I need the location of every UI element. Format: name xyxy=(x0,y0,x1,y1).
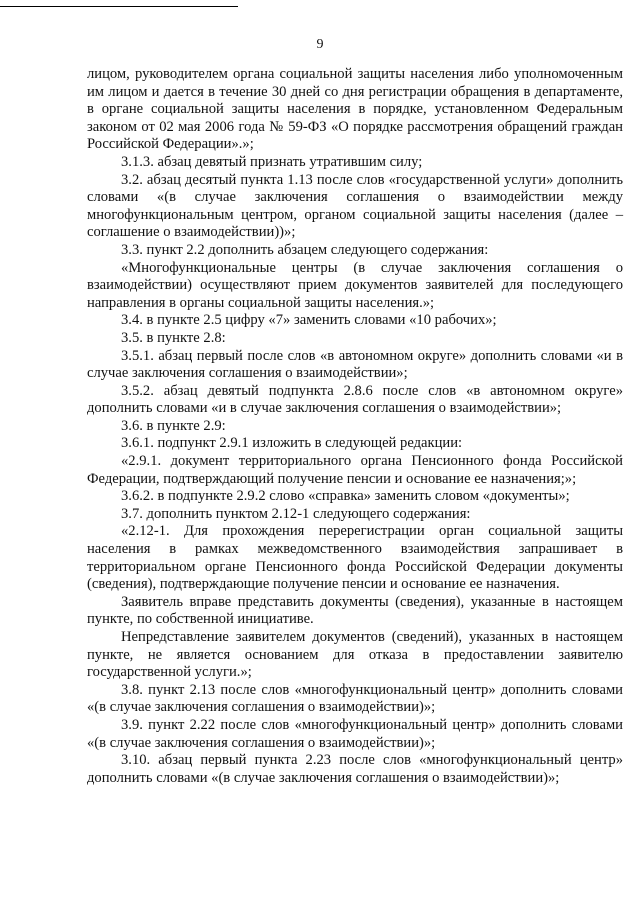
paragraph: 3.1.3. абзац девятый признать утратившим силу; xyxy=(121,153,423,170)
paragraph: 3.2. абзац десятый пункта 1.13 после слов «государственной услуги» дополнить словами «(в случае заключения соглашения о взаимодействии между многофункциональным центром, органом социальной защиты населения (далее – соглашение о взаимодействии))»; xyxy=(87,171,623,241)
paragraph: 3.6.1. подпункт 2.9.1 изложить в следующей редакции: xyxy=(121,435,463,452)
paragraph: 3.5.2. абзац девятый подпункта 2.8.6 после слов «в автономном округе» дополнить словами «и в случае заключения соглашения о взаимодействии»; xyxy=(87,382,623,417)
paragraph: 3.4. в пункте 2.5 цифру «7» заменить словами «10 рабочих»; xyxy=(121,312,497,329)
paragraph: 3.5.1. абзац первый после слов «в автономном округе» дополнить словами «и в случае заключения соглашения о взаимодействии»; xyxy=(87,347,623,382)
paragraph: 3.7. дополнить пунктом 2.12-1 следующего содержания: xyxy=(121,505,471,522)
paragraph: 3.5. в пункте 2.8: xyxy=(121,329,226,346)
paragraph: «2.9.1. документ территориального органа Пенсионного фонда Российской Федерации, подтверждающий получение пенсии и основание ее назначения;»; xyxy=(87,453,623,487)
document-body xyxy=(87,66,623,787)
paragraph: Заявитель вправе представить документы (сведения), указанные в настоящем пункте, по собственной инициативе. xyxy=(87,593,623,628)
paragraph: 3.6. в пункте 2.9: xyxy=(121,417,226,434)
paragraph: 3.6.2. в подпункте 2.9.2 слово «справка» заменить словом «документы»; xyxy=(121,488,570,505)
paragraph: «2.12-1. Для прохождения перерегистрации орган социальной защиты населения в рамках межведомственного взаимодействия запрашивает в территориальном органе Пенсионного фонда Российской Федерации документы (сведения), подтверждающие получение пенсии и основание ее назначения. xyxy=(87,523,623,593)
paragraph: 3.9. пункт 2.22 после слов «многофункциональный центр» дополнить словами «(в случае заключения соглашения о взаимодействии)»; xyxy=(87,716,623,751)
top-rule xyxy=(0,6,238,7)
paragraph: 3.10. абзац первый пункта 2.23 после слов «многофункциональный центр» дополнить словами «(в случае заключения соглашения о взаимодействии)»; xyxy=(87,752,623,786)
paragraph: 3.8. пункт 2.13 после слов «многофункциональный центр» дополнить словами «(в случае заключения соглашения о взаимодействии)»; xyxy=(87,681,623,716)
paragraph: Непредставление заявителем документов (сведений), указанных в настоящем пункте, не является основанием для отказа в предоставлении заявителю государственной услуги.»; xyxy=(87,629,623,681)
paragraph: «Многофункциональные центры (в случае заключения соглашения о взаимодействии) осуществляют прием документов заявителей для последующего направления в органы социальной защиты населения.»; xyxy=(87,259,623,311)
paragraph: 3.3. пункт 2.2 дополнить абзацем следующего содержания: xyxy=(121,241,489,258)
page-number: 9 xyxy=(316,37,324,52)
paragraph: лицом, руководителем органа социальной защиты населения либо уполномоченным им лицом и дается в течение 30 дней со дня регистрации обращения в департаменте, в органе социальной защиты населения в порядке, установленном Федеральным законом от 02 мая 2006 года № 59-ФЗ «О порядке рассмотрения обращений граждан Российской Федерации».»; xyxy=(87,66,623,153)
